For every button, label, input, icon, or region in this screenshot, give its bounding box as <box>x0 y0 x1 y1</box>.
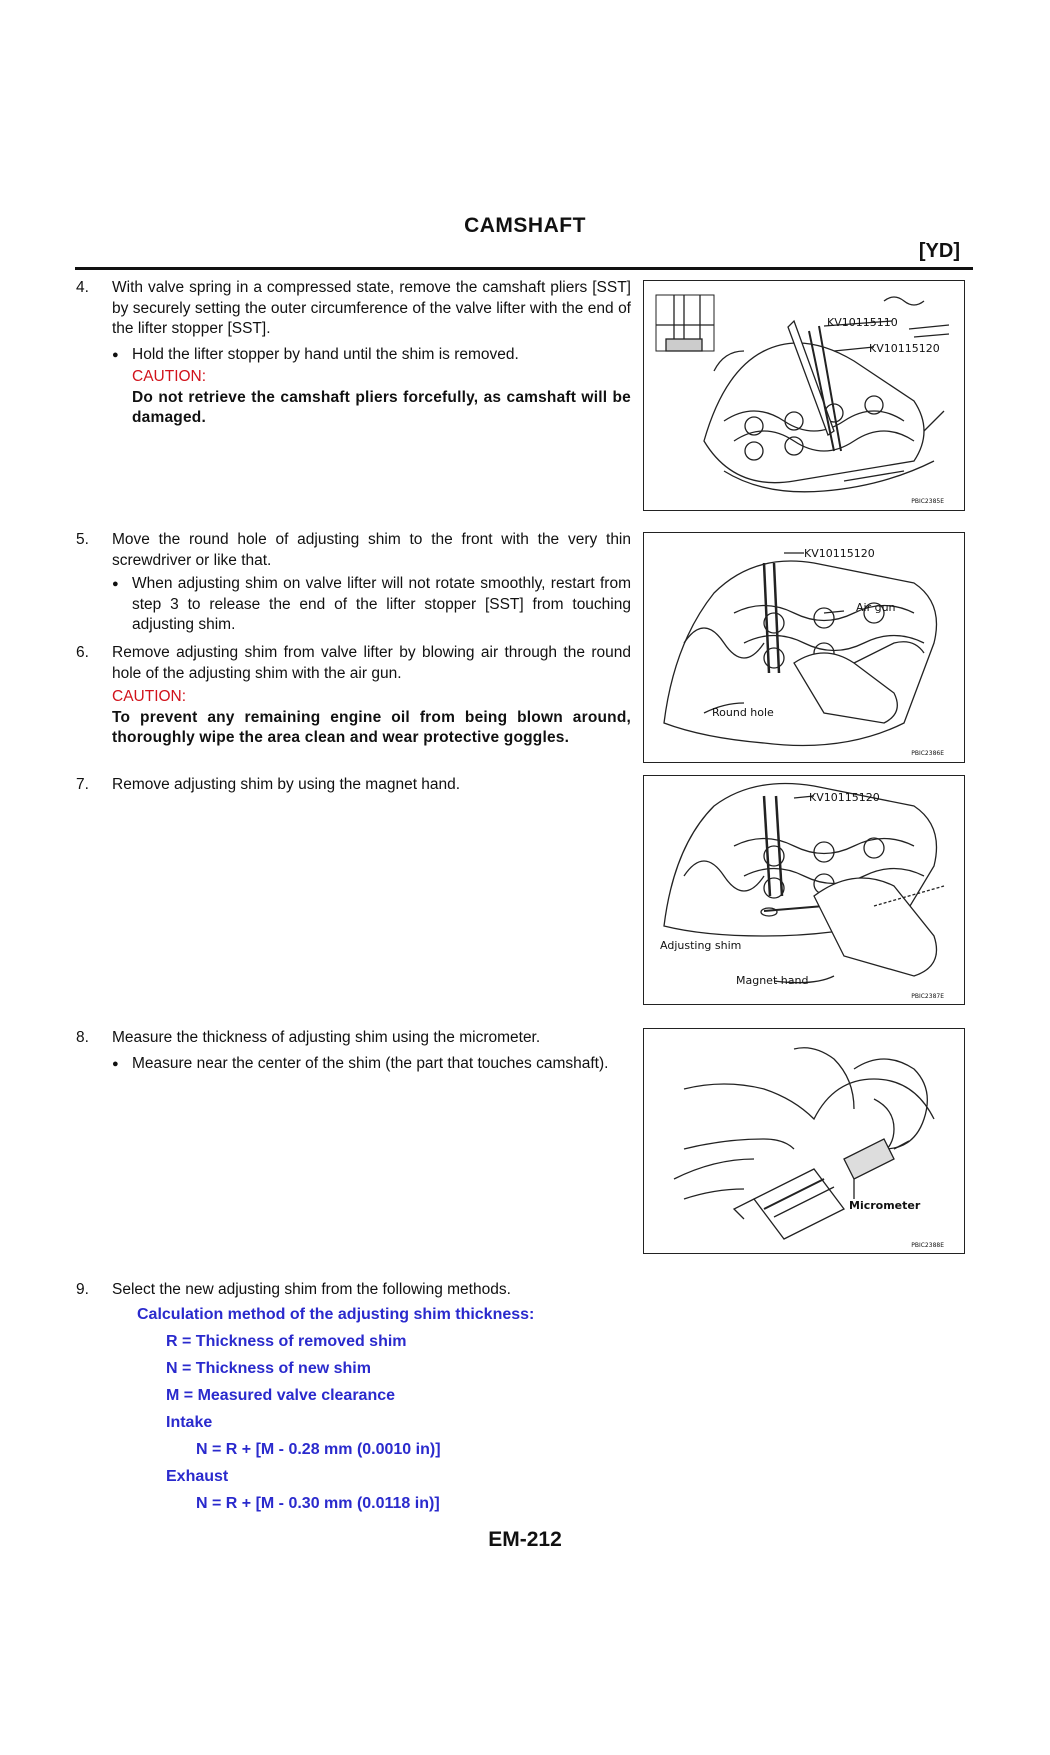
figure-micrometer <box>643 1028 965 1254</box>
figure-label: Air gun <box>856 601 896 614</box>
calc-exhaust-formula: N = R + [M - 0.30 mm (0.0118 in)] <box>196 1495 440 1512</box>
caution-text: Do not retrieve the camshaft pliers forcefully, as camshaft will be damaged. <box>132 388 631 426</box>
section-tag: [YD] <box>918 240 960 262</box>
air-gun-illustration <box>644 533 964 762</box>
micrometer-illustration <box>644 1029 964 1253</box>
calc-r-definition: R = Thickness of removed shim <box>166 1333 407 1350</box>
figure-label: KV10115120 <box>804 547 875 560</box>
step-text: Remove adjusting shim by using the magnet hand. <box>112 776 461 793</box>
step-8 <box>76 1028 631 1074</box>
step-text: Select the new adjusting shim from the following methods. <box>112 1281 511 1298</box>
calc-m-definition: M = Measured valve clearance <box>166 1387 396 1404</box>
step-4 <box>76 278 631 429</box>
calc-intake-formula: N = R + [M - 0.28 mm (0.0010 in)] <box>196 1441 441 1458</box>
step-text: Remove adjusting shim from valve lifter by blowing air through the round hole of the adjusting shim with the air gun. <box>112 644 631 682</box>
magnet-hand-illustration <box>644 776 964 1004</box>
figure-air-gun <box>643 532 965 763</box>
step-bullet: ● Hold the lifter stopper by hand until the shim is removed. <box>132 345 631 366</box>
calc-intake-label: Intake <box>166 1414 213 1431</box>
step-number: 4. <box>76 279 89 296</box>
step-6 <box>76 643 631 749</box>
figure-label: Micrometer <box>849 1199 921 1212</box>
caution-label: CAUTION: <box>132 368 207 385</box>
step-text: Move the round hole of adjusting shim to the front with the very thin screwdriver or like that. <box>112 531 631 569</box>
step-bullet: ● When adjusting shim on valve lifter will not rotate smoothly, restart from step 3 to release the end of the lifter stopper [SST] from touching adjusting shim. <box>132 574 631 636</box>
step-bullet: ● Measure near the center of the shim (the part that touches camshaft). <box>132 1054 631 1075</box>
step-text: With valve spring in a compressed state, remove the camshaft pliers [SST] by securely setting the outer circumference of the valve lifter with the end of the lifter stopper [SST]. <box>112 279 631 337</box>
camshaft-pliers-illustration <box>644 281 964 510</box>
step-5 <box>76 530 631 636</box>
calc-heading: Calculation method of the adjusting shim thickness: <box>137 1306 535 1323</box>
figure-label: KV10115110 <box>827 316 898 329</box>
figure-label: KV10115120 <box>809 791 880 804</box>
figure-label: Adjusting shim <box>660 939 742 952</box>
figure-label: Round hole <box>712 706 774 719</box>
step-7 <box>76 775 631 796</box>
page-title: CAMSHAFT <box>464 214 586 237</box>
calc-exhaust-label: Exhaust <box>166 1468 229 1485</box>
step-text: Measure the thickness of adjusting shim using the micrometer. <box>112 1029 541 1046</box>
figure-camshaft-pliers <box>643 280 965 511</box>
page-number: EM-212 <box>488 1528 562 1551</box>
step-number: 9. <box>76 1281 89 1298</box>
figure-code: PBIC2385E <box>911 498 944 505</box>
calc-n-definition: N = Thickness of new shim <box>166 1360 371 1377</box>
step-number: 7. <box>76 776 89 793</box>
step-number: 8. <box>76 1029 89 1046</box>
step-number: 5. <box>76 531 89 548</box>
header-rule <box>75 267 973 270</box>
figure-code: PBIC2386E <box>911 750 944 757</box>
figure-label: Magnet hand <box>736 974 809 987</box>
figure-label: KV10115120 <box>869 342 940 355</box>
figure-code: PBIC2388E <box>911 1242 944 1249</box>
figure-magnet-hand <box>643 775 965 1005</box>
caution-text: To prevent any remaining engine oil from being blown around, thoroughly wipe the area clean and wear protective goggles. <box>112 708 631 746</box>
caution-label: CAUTION: <box>112 688 187 705</box>
figure-code: PBIC2387E <box>911 993 944 1000</box>
step-9 <box>76 1280 631 1301</box>
step-number: 6. <box>76 644 89 661</box>
